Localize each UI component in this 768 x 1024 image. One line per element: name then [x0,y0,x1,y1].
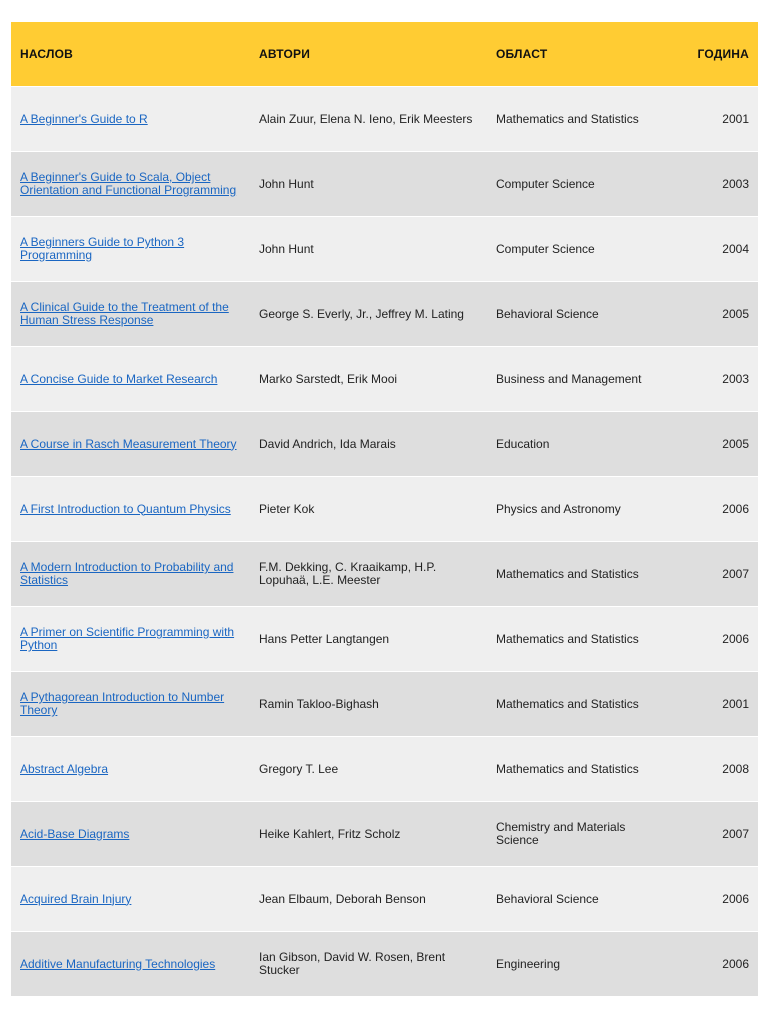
cell-field: Physics and Astronomy [487,477,677,542]
cell-year: 2003 [677,347,758,412]
cell-title [11,412,250,477]
book-title-link[interactable]: A Primer on Scientific Programming with Python [20,625,235,652]
cell-authors: John Hunt [250,152,487,217]
table-row [11,867,758,932]
cell-title [11,932,250,997]
cell-authors: Pieter Kok [250,477,487,542]
books-table-container [11,22,758,996]
cell-authors: Ian Gibson, David W. Rosen, Brent Stucker [250,932,487,997]
cell-field: Chemistry and Materials Science [487,802,677,867]
cell-year: 2001 [677,87,758,152]
cell-year: 2004 [677,217,758,282]
cell-field: Behavioral Science [487,867,677,932]
header-title: НАСЛОВ [11,22,250,87]
cell-year: 2006 [677,932,758,997]
table-row [11,672,758,737]
cell-authors: Hans Petter Langtangen [250,607,487,672]
cell-field: Behavioral Science [487,282,677,347]
table-row [11,932,758,997]
table-row [11,542,758,607]
table-row [11,152,758,217]
book-title-link[interactable]: A Pythagorean Introduction to Number Theory [20,690,225,717]
header-year: ГОДИНА [677,22,758,87]
table-row [11,347,758,412]
cell-field: Engineering [487,932,677,997]
table-row [11,217,758,282]
cell-authors: F.M. Dekking, C. Kraaikamp, H.P. Lopuhaä, L.E. Meester [250,542,487,607]
cell-title [11,152,250,217]
cell-field: Business and Management [487,347,677,412]
cell-year: 2007 [677,802,758,867]
cell-title [11,802,250,867]
book-title-link[interactable]: A Beginners Guide to Python 3 Programming [20,235,185,262]
cell-authors: Ramin Takloo-Bighash [250,672,487,737]
cell-year: 2007 [677,542,758,607]
book-title-link[interactable]: Additive Manufacturing Technologies [20,956,216,971]
table-row [11,282,758,347]
cell-field: Mathematics and Statistics [487,607,677,672]
cell-year: 2006 [677,607,758,672]
table-row [11,87,758,152]
header-field: ОБЛАСТ [487,22,677,87]
cell-field: Mathematics and Statistics [487,542,677,607]
cell-authors: George S. Everly, Jr., Jeffrey M. Lating [250,282,487,347]
table-row [11,477,758,542]
book-title-link[interactable]: A Clinical Guide to the Treatment of the Human Stress Response [20,300,229,327]
cell-title [11,542,250,607]
cell-title [11,282,250,347]
book-title-link[interactable]: A Beginner's Guide to Scala, Object Orientation and Functional Programming [20,170,237,197]
cell-authors: Marko Sarstedt, Erik Mooi [250,347,487,412]
book-title-link[interactable]: A Course in Rasch Measurement Theory [20,436,237,451]
cell-title [11,672,250,737]
table-header [11,22,758,87]
cell-year: 2008 [677,737,758,802]
cell-title [11,737,250,802]
cell-title [11,477,250,542]
book-title-link[interactable]: A First Introduction to Quantum Physics [20,501,231,516]
cell-year: 2001 [677,672,758,737]
cell-year: 2005 [677,282,758,347]
cell-field: Mathematics and Statistics [487,672,677,737]
cell-field: Mathematics and Statistics [487,87,677,152]
cell-title [11,867,250,932]
cell-title [11,87,250,152]
books-table [11,22,758,996]
cell-authors: Alain Zuur, Elena N. Ieno, Erik Meesters [250,87,487,152]
cell-authors: Jean Elbaum, Deborah Benson [250,867,487,932]
cell-year: 2006 [677,867,758,932]
cell-year: 2003 [677,152,758,217]
table-row [11,802,758,867]
cell-title [11,347,250,412]
cell-title [11,217,250,282]
cell-field: Computer Science [487,217,677,282]
cell-field: Mathematics and Statistics [487,737,677,802]
cell-field: Education [487,412,677,477]
table-row [11,412,758,477]
book-title-link[interactable]: A Concise Guide to Market Research [20,371,218,386]
book-title-link[interactable]: Acid-Base Diagrams [20,826,130,841]
cell-authors: Heike Kahlert, Fritz Scholz [250,802,487,867]
book-title-link[interactable]: Abstract Algebra [20,761,109,776]
cell-year: 2006 [677,477,758,542]
cell-title [11,607,250,672]
book-title-link[interactable]: A Beginner's Guide to R [20,111,148,126]
cell-authors: Gregory T. Lee [250,737,487,802]
cell-year: 2005 [677,412,758,477]
table-row [11,607,758,672]
header-authors: АВТОРИ [250,22,487,87]
cell-authors: David Andrich, Ida Marais [250,412,487,477]
cell-authors: John Hunt [250,217,487,282]
header-row [11,22,758,87]
table-body [11,87,758,997]
book-title-link[interactable]: Acquired Brain Injury [20,891,132,906]
cell-field: Computer Science [487,152,677,217]
table-row [11,737,758,802]
book-title-link[interactable]: A Modern Introduction to Probability and Statistics [20,560,234,587]
